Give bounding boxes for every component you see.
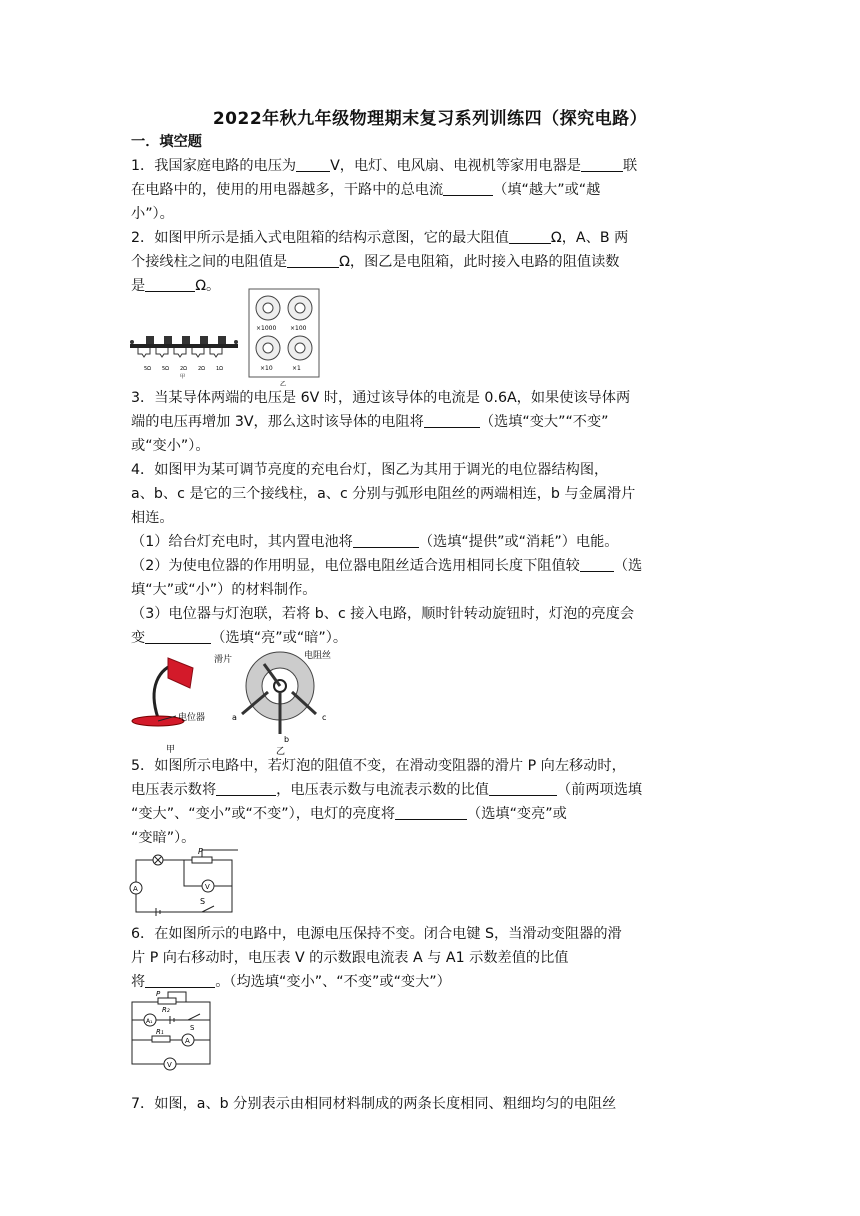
q1-line3: 小”）。 [131,206,174,222]
q4-line3: 相连。 [131,510,174,526]
fig-caption: 乙 [276,747,286,757]
terminal-a: a [232,713,237,722]
q7-line1: 7．如图，a、b 分别表示由相同材料制成的两条长度相同、粗细均匀的电阻丝 [131,1096,617,1112]
ammeter-a1-label: A₁ [146,1018,153,1025]
label-slider: 滑片 [214,655,233,665]
voltmeter-label: V [167,1061,172,1069]
q2-line1: 2．如图甲所示是插入式电阻箱的结构示意图，它的最大阻值 Ω，A、B 两 [131,230,629,246]
terminal-c: c [322,713,327,722]
switch-label: S [190,1024,195,1032]
label-potentiometer: 电位器 [178,713,206,723]
q5-line1: 5．如图所示电路中，若灯泡的阻值不变，在滑动变阻器的滑片 P 向左移动时， [131,758,626,774]
label-r2: R₂ [162,1006,170,1014]
q5-line2: 电压表示数将 ，电压表示数与电流表示数的比值 （前两项选填 [131,782,643,798]
answer-blank[interactable] [509,229,551,244]
answer-blank[interactable] [581,157,623,172]
label-p: P [198,847,203,856]
answer-blank[interactable] [296,157,330,172]
res-label: 5Ω [162,366,170,372]
answer-blank[interactable] [395,805,467,820]
ammeter-label: A [133,885,138,893]
q3-line1: 3．当某导体两端的电压是 6V 时，通过该导体的电流是 0.6A，如果使该导体两 [131,390,631,406]
res-label: 5Ω [144,366,152,372]
res-label: 2Ω [198,366,206,372]
page-title: 2022年秋九年级物理期末复习系列训练四（探究电路） [212,109,648,129]
terminal-b: b [284,735,290,744]
q4-line2: a、b、c 是它的三个接线柱，a、c 分别与弧形电阻丝的两端相连，b 与金属滑片 [131,486,636,502]
q6-line2: 片 P 向右移动时，电压表 V 的示数跟电流表 A 与 A1 示数差值的比值 [131,950,569,966]
answer-blank[interactable] [145,629,211,644]
q6-line3: 将 。（均选填“变小”、“不变”或“变大”） [131,974,451,990]
box-label: ×1000 [256,325,277,332]
q3-line2: 端的电压再增加 3V，那么这时该导体的电阻将 （选填“变大”“不变” [131,414,609,430]
switch-label: S [200,897,206,906]
q3-line3: 或“变小”）。 [131,438,210,454]
q4-sub2: （2）为使电位器的作用明显，电位器电阻丝适合选用相同长度下阻值较 （选 [131,558,643,574]
q4-sub3b: 变 （选填“亮”或“暗”）。 [131,630,348,646]
q4-sub2b: 填“大”或“小”）的材料制作。 [131,582,317,598]
q2-line3: 是 Ω。 [131,278,221,294]
q6-circuit-figure [128,990,214,1072]
potentiometer-figure [212,648,342,758]
q4-sub1: （1）给台灯充电时，其内置电池将 （选填“提供”或“消耗”）电能。 [131,534,619,550]
q6-line1: 6．在如图所示的电路中，电源电压保持不变。闭合电键 S，当滑动变阻器的滑 [131,926,622,942]
fig-caption: 甲 [180,374,186,380]
answer-blank[interactable] [353,533,419,548]
res-label: 1Ω [216,366,224,372]
q4-line1: 4．如图甲为某可调节亮度的充电台灯，图乙为其用于调光的电位器结构图， [131,462,609,478]
answer-blank[interactable] [580,557,614,572]
box-label: ×100 [290,325,307,332]
answer-blank[interactable] [424,413,480,428]
q1-line1: 1．我国家庭电路的电压为 V，电灯、电风扇、电视机等家用电器是 联 [131,158,638,174]
q1-line2: 在电路中的，使用的用电器越多，干路中的总电流 （填“越大”或“越 [131,182,601,198]
section-heading: 一．填空题 [131,134,202,150]
label-p: P [156,990,161,998]
res-label: 2Ω [180,366,188,372]
answer-blank[interactable] [443,181,493,196]
answer-blank[interactable] [489,781,557,796]
label-resistance-wire: 电阻丝 [304,651,332,661]
answer-blank[interactable] [145,973,215,988]
label-r1: R₁ [156,1028,164,1036]
answer-blank[interactable] [287,253,339,268]
q5-circuit-figure [128,846,238,918]
resistance-box-figure [248,288,320,388]
box-label: ×10 [260,365,273,372]
fig-caption: 甲 [166,745,176,755]
q5-line4: “变暗”）。 [131,830,196,846]
q2-line2: 个接线柱之间的电阻值是 Ω，图乙是电阻箱，此时接入电路的阻值读数 [131,254,620,270]
fig-caption: 乙 [280,381,287,388]
answer-blank[interactable] [145,277,195,292]
desk-lamp-figure [128,648,218,758]
ammeter-a-label: A [185,1037,190,1045]
box-label: ×1 [292,365,301,372]
q5-line3: “变大”、“变小”或“不变”），电灯的亮度将 （选填“变亮”或 [131,806,567,822]
voltmeter-label: V [205,883,210,891]
q4-sub3: （3）电位器与灯泡联，若将 b、c 接入电路，顺时针转动旋钮时，灯泡的亮度会 [131,606,635,622]
resistor-plug-figure [128,330,240,380]
answer-blank[interactable] [216,781,276,796]
